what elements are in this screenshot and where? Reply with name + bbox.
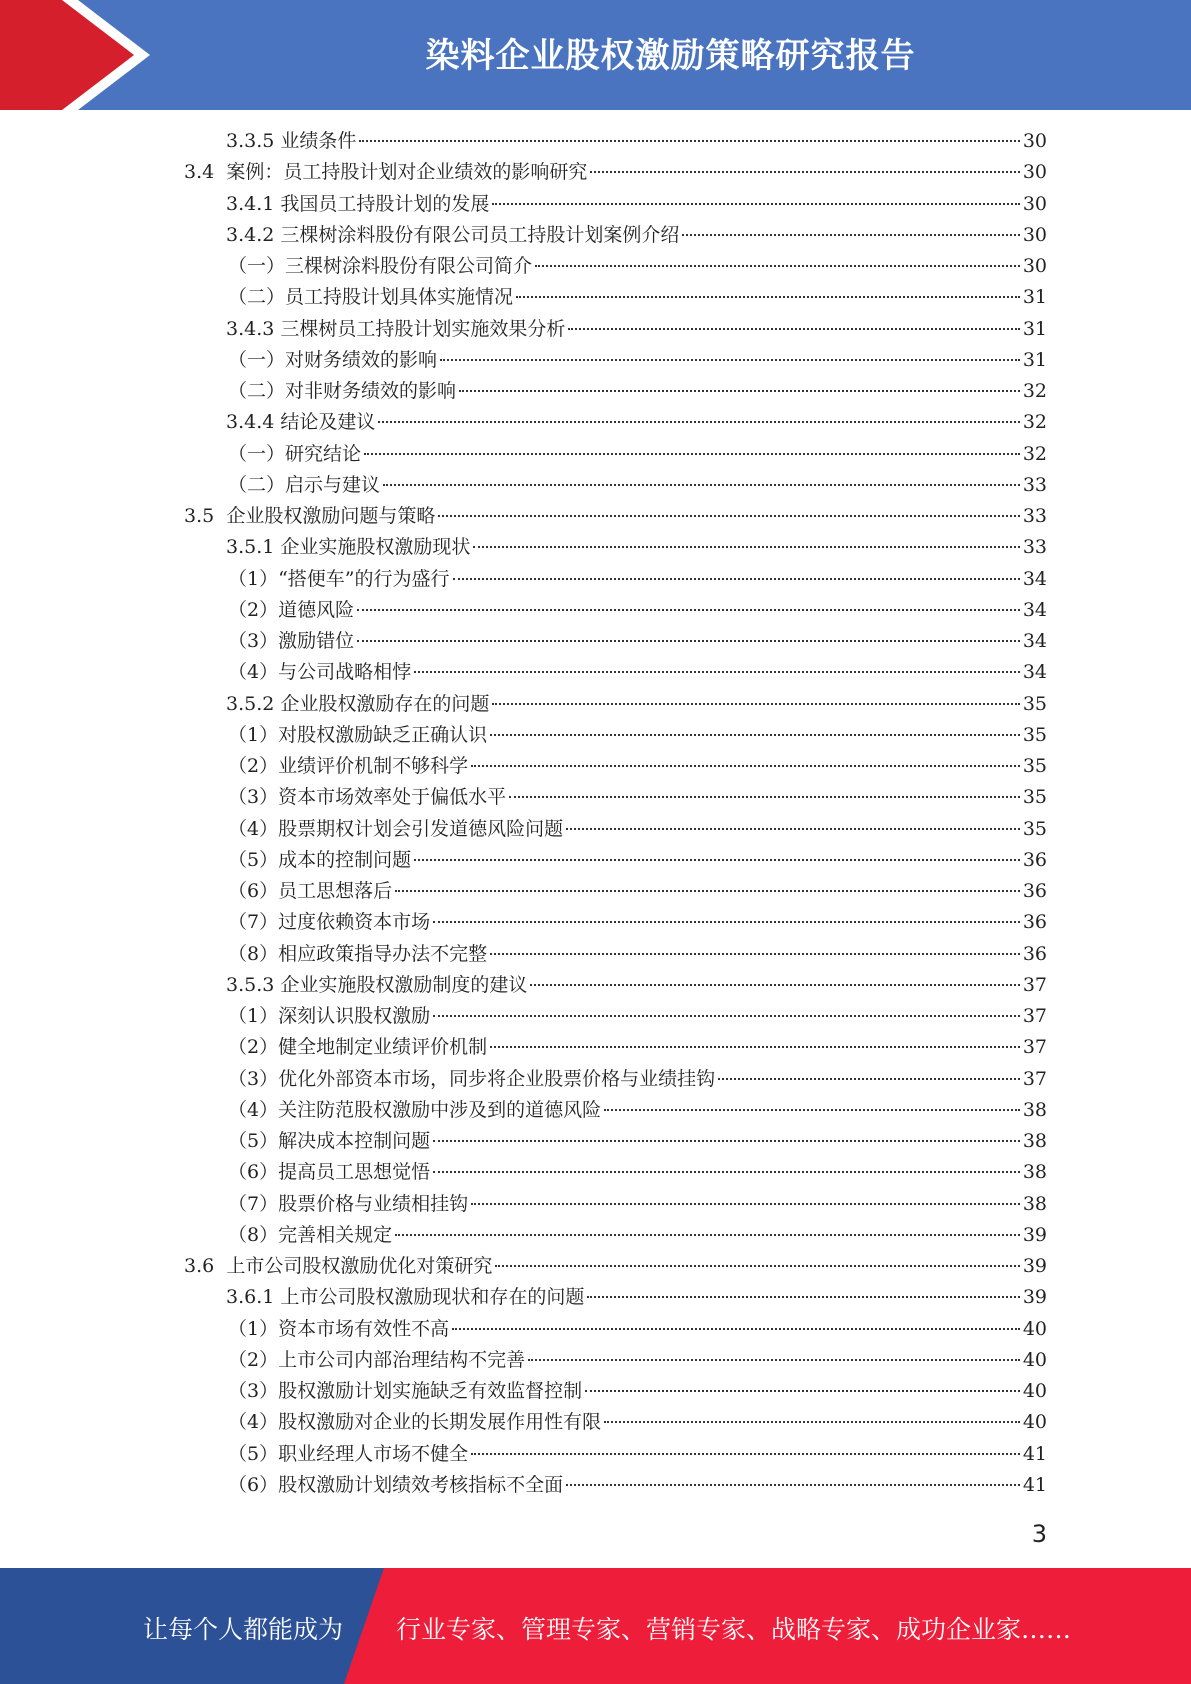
toc-dot-leader — [364, 453, 1020, 455]
toc-entry-page: 35 — [1022, 817, 1047, 840]
toc-entry-page: 32 — [1022, 442, 1047, 465]
toc-dot-leader — [440, 359, 1020, 361]
toc-entry-title: （二）对非财务绩效的影响 — [228, 380, 457, 402]
toc-dot-leader — [378, 421, 1019, 423]
toc-dot-leader — [492, 203, 1019, 205]
toc-entry-page: 38 — [1022, 1192, 1047, 1215]
toc-entry[interactable] — [228, 1126, 1047, 1157]
toc-entry-page: 40 — [1022, 1380, 1047, 1402]
toc-dot-leader — [587, 1296, 1019, 1298]
toc-entry-page: 39 — [1022, 1223, 1047, 1246]
toc-entry-number: 3.3.5 — [226, 130, 275, 152]
toc-dot-leader — [492, 703, 1019, 705]
toc-dot-leader — [490, 953, 1020, 955]
toc-entry[interactable] — [228, 939, 1047, 970]
toc-entry-page: 31 — [1022, 317, 1047, 340]
toc-dot-leader — [535, 265, 1020, 267]
toc-dot-leader — [585, 1390, 1020, 1392]
toc-dot-leader — [516, 296, 1020, 298]
toc-entry-page: 35 — [1022, 723, 1047, 746]
toc-entry-title: （2）道德风险 — [228, 598, 355, 621]
toc-entry[interactable] — [226, 1282, 1047, 1313]
toc-entry-page: 39 — [1022, 1255, 1047, 1277]
toc-entry[interactable] — [228, 1376, 1047, 1407]
toc-entry-title: 企业股权激励问题与策略 — [226, 505, 436, 527]
toc-entry-title: （一）对财务绩效的影响 — [228, 348, 438, 371]
toc-entry-title: （7）股票价格与业绩相挂钩 — [228, 1192, 469, 1215]
toc-dot-leader — [433, 1140, 1020, 1142]
toc-entry[interactable] — [228, 1470, 1047, 1501]
toc-dot-leader — [414, 671, 1020, 673]
toc-entry[interactable] — [226, 970, 1047, 1001]
header-arrow-graphic — [0, 0, 160, 110]
toc-dot-leader — [568, 328, 1019, 330]
toc-entry-title: （5）解决成本控制问题 — [228, 1130, 431, 1152]
toc-entry[interactable] — [226, 314, 1047, 345]
toc-entry-page: 34 — [1022, 598, 1047, 621]
toc-entry[interactable] — [228, 1439, 1047, 1470]
toc-entry-title: （5）成本的控制问题 — [228, 848, 412, 871]
toc-entry-page: 36 — [1022, 848, 1047, 871]
toc-dot-leader — [453, 578, 1020, 580]
toc-entry-page: 40 — [1022, 1348, 1047, 1371]
toc-entry[interactable] — [228, 439, 1047, 470]
toc-dot-leader — [528, 1359, 1020, 1361]
toc-entry[interactable] — [228, 1189, 1047, 1220]
toc-entry-page: 34 — [1022, 630, 1047, 652]
toc-entry[interactable] — [228, 1220, 1047, 1251]
toc-dot-leader — [357, 640, 1020, 642]
toc-entry[interactable] — [228, 595, 1047, 626]
toc-entry-page: 37 — [1022, 1005, 1047, 1027]
toc-dot-leader — [471, 765, 1020, 767]
toc-entry-title: （2）业绩评价机制不够科学 — [228, 755, 469, 777]
toc-entry-title: 上市公司股权激励优化对策研究 — [226, 1255, 493, 1277]
toc-entry-title: （2）上市公司内部治理结构不完善 — [228, 1348, 526, 1371]
toc-entry-page: 39 — [1022, 1286, 1047, 1309]
page-footer — [0, 1568, 1191, 1684]
toc-entry-title: 企业股权激励存在的问题 — [280, 692, 490, 715]
toc-entry[interactable] — [226, 220, 1047, 251]
toc-entry-title: （8）相应政策指导办法不完整 — [228, 942, 488, 965]
page-number: 3 — [1031, 1520, 1047, 1548]
toc-entry-title: 三棵树涂料股份有限公司员工持股计划案例介绍 — [280, 223, 680, 246]
toc-entry-title: （2）健全地制定业绩评价机制 — [228, 1036, 488, 1059]
toc-entry[interactable] — [228, 1345, 1047, 1376]
toc-dot-leader — [566, 828, 1020, 830]
toc-dot-leader — [395, 1234, 1020, 1236]
toc-entry-title: 我国员工持股计划的发展 — [280, 192, 490, 215]
toc-entry-title: （1）深刻认识股权激励 — [228, 1005, 431, 1027]
toc-entry[interactable] — [228, 845, 1047, 876]
toc-entry-page: 33 — [1022, 473, 1047, 496]
toc-entry-page: 40 — [1022, 1411, 1047, 1434]
toc-entry[interactable] — [228, 1157, 1047, 1188]
toc-dot-leader — [414, 859, 1020, 861]
toc-entry-page: 32 — [1022, 411, 1047, 434]
toc-dot-leader — [530, 984, 1019, 986]
toc-entry-title: （4）与公司战略相悖 — [228, 661, 412, 684]
toc-entry-title: （3）激励错位 — [228, 630, 355, 652]
toc-dot-leader — [433, 1171, 1020, 1173]
toc-entry-title: 结论及建议 — [280, 411, 376, 434]
toc-entry-page: 34 — [1022, 567, 1047, 590]
toc-dot-leader — [452, 1328, 1020, 1330]
toc-entry-title: （1）资本市场有效性不高 — [228, 1317, 450, 1340]
toc-entry[interactable] — [228, 251, 1047, 282]
toc-dot-leader — [509, 796, 1020, 798]
toc-entry[interactable] — [184, 501, 1047, 532]
toc-dot-leader — [495, 1265, 1019, 1267]
toc-entry-page: 38 — [1022, 1098, 1047, 1121]
toc-entry-page: 35 — [1022, 786, 1047, 809]
toc-entry[interactable] — [228, 814, 1047, 845]
toc-entry-title: （1）“搭便车”的行为盛行 — [228, 567, 450, 590]
toc-entry[interactable] — [228, 876, 1047, 907]
toc-entry-page: 41 — [1022, 1473, 1047, 1496]
footer-slogan-right: 行业专家、管理专家、营销专家、战略专家、成功企业家…… — [396, 1615, 1072, 1644]
toc-entry-title: （一）三棵树涂料股份有限公司简介 — [228, 255, 533, 277]
toc-entry[interactable] — [228, 1064, 1047, 1095]
toc-entry-title: （5）职业经理人市场不健全 — [228, 1442, 469, 1465]
toc-dot-leader — [357, 609, 1020, 611]
toc-dot-leader — [718, 1078, 1020, 1080]
toc-entry-page: 36 — [1022, 880, 1047, 902]
toc-entry[interactable] — [226, 407, 1047, 438]
toc-dot-leader — [359, 140, 1019, 142]
toc-entry-title: （一）研究结论 — [228, 442, 362, 465]
toc-entry-title: （4）关注防范股权激励中涉及到的道德风险 — [228, 1098, 602, 1121]
toc-dot-leader — [471, 1203, 1020, 1205]
toc-dot-leader — [471, 1453, 1020, 1455]
toc-entry-page: 35 — [1022, 692, 1047, 715]
toc-entry-title: （1）对股权激励缺乏正确认识 — [228, 723, 488, 746]
toc-entry-page: 37 — [1022, 1036, 1047, 1059]
toc-entry-title: （3）资本市场效率处于偏低水平 — [228, 786, 507, 809]
toc-dot-leader — [604, 1109, 1020, 1111]
toc-entry-number: 3.5 — [184, 505, 215, 527]
toc-dot-leader — [459, 390, 1020, 392]
toc-entry-title: 企业实施股权激励现状 — [280, 536, 471, 559]
toc-entry[interactable] — [228, 376, 1047, 407]
toc-entry-number: 3.4.1 — [226, 192, 275, 215]
toc-entry[interactable] — [226, 189, 1047, 220]
toc-entry-title: （4）股权激励对企业的长期发展作用性有限 — [228, 1411, 602, 1434]
toc-dot-leader — [490, 734, 1020, 736]
toc-entry[interactable] — [228, 564, 1047, 595]
toc-entry-number: 3.4.3 — [226, 317, 275, 340]
toc-dot-leader — [490, 1046, 1020, 1048]
toc-entry-page: 37 — [1022, 1067, 1047, 1090]
toc-entry[interactable] — [226, 532, 1047, 563]
toc-entry-page: 33 — [1022, 505, 1047, 527]
toc-dot-leader — [433, 921, 1020, 923]
toc-entry-page: 31 — [1022, 348, 1047, 371]
toc-entry-title: （7）过度依赖资本市场 — [228, 911, 431, 934]
toc-entry-page: 38 — [1022, 1130, 1047, 1152]
toc-dot-leader — [473, 546, 1019, 548]
toc-entry-page: 32 — [1022, 380, 1047, 402]
toc-entry[interactable] — [228, 470, 1047, 501]
toc-entry-title: （6）股权激励计划绩效考核指标不全面 — [228, 1473, 564, 1496]
toc-entry[interactable] — [226, 689, 1047, 720]
toc-entry-page: 38 — [1022, 1161, 1047, 1184]
toc-entry[interactable] — [228, 657, 1047, 688]
toc-entry[interactable] — [228, 282, 1047, 313]
toc-entry-title: （二）员工持股计划具体实施情况 — [228, 286, 514, 309]
toc-entry[interactable] — [184, 1251, 1047, 1282]
toc-entry[interactable] — [228, 345, 1047, 376]
toc-entry-number: 3.4.4 — [226, 411, 275, 434]
toc-entry-title: （8）完善相关规定 — [228, 1223, 393, 1246]
toc-entry-page: 37 — [1022, 973, 1047, 996]
toc-entry-title: （二）启示与建议 — [228, 473, 381, 496]
toc-dot-leader — [395, 890, 1020, 892]
toc-entry-title: 案例：员工持股计划对企业绩效的影响研究 — [226, 161, 588, 184]
toc-entry-page: 30 — [1022, 192, 1047, 215]
toc-entry-page: 31 — [1022, 286, 1047, 309]
toc-entry-page: 36 — [1022, 942, 1047, 965]
toc-entry[interactable] — [228, 907, 1047, 938]
toc-entry-title: 业绩条件 — [280, 130, 357, 152]
toc-entry-number: 3.5.1 — [226, 536, 275, 559]
toc-entry-page: 30 — [1022, 130, 1047, 152]
toc-dot-leader — [682, 234, 1019, 236]
toc-entry[interactable] — [226, 126, 1047, 157]
toc-entry[interactable] — [228, 1095, 1047, 1126]
toc-entry-title: （6）提高员工思想觉悟 — [228, 1161, 431, 1184]
toc-dot-leader — [433, 1015, 1020, 1017]
toc-entry-title: （6）员工思想落后 — [228, 880, 393, 902]
toc-entry[interactable] — [228, 1001, 1047, 1032]
toc-entry-number: 3.4 — [184, 161, 215, 184]
toc-entry-page: 36 — [1022, 911, 1047, 934]
toc-entry-number: 3.5.2 — [226, 692, 275, 715]
toc-entry[interactable] — [228, 626, 1047, 657]
toc-dot-leader — [590, 171, 1019, 173]
toc-entry-title: 上市公司股权激励现状和存在的问题 — [280, 1286, 585, 1309]
toc-entry[interactable] — [228, 720, 1047, 751]
page-header — [0, 0, 1191, 110]
toc-entry-title: （4）股票期权计划会引发道德风险问题 — [228, 817, 564, 840]
toc-entry-page: 30 — [1022, 161, 1047, 184]
footer-slogan-left: 让每个人都能成为 — [143, 1615, 344, 1644]
report-title: 染料企业股权激励策略研究报告 — [425, 36, 916, 76]
toc-entry-page: 30 — [1022, 223, 1047, 246]
toc-entry-page: 41 — [1022, 1442, 1047, 1465]
toc-dot-leader — [383, 484, 1020, 486]
toc-entry-title: （3）优化外部资本市场，同步将企业股票价格与业绩挂钩 — [228, 1067, 716, 1090]
toc-entry-number: 3.5.3 — [226, 973, 275, 996]
toc-entry[interactable] — [228, 782, 1047, 813]
table-of-contents — [0, 126, 1191, 1501]
toc-entry[interactable] — [228, 1032, 1047, 1063]
toc-entry[interactable] — [184, 157, 1047, 188]
toc-entry-page: 40 — [1022, 1317, 1047, 1340]
toc-entry-number: 3.6.1 — [226, 1286, 275, 1309]
toc-entry[interactable] — [228, 751, 1047, 782]
toc-entry-number: 3.4.2 — [226, 223, 275, 246]
toc-entry-page: 33 — [1022, 536, 1047, 559]
toc-entry-title: 三棵树员工持股计划实施效果分析 — [280, 317, 566, 340]
toc-entry-title: 企业实施股权激励制度的建议 — [280, 973, 528, 996]
toc-entry-page: 30 — [1022, 255, 1047, 277]
toc-entry[interactable] — [228, 1407, 1047, 1438]
toc-entry-title: （3）股权激励计划实施缺乏有效监督控制 — [228, 1380, 583, 1402]
toc-entry[interactable] — [228, 1314, 1047, 1345]
toc-entry-page: 35 — [1022, 755, 1047, 777]
toc-dot-leader — [566, 1484, 1020, 1486]
toc-entry-number: 3.6 — [184, 1255, 215, 1277]
toc-dot-leader — [438, 515, 1019, 517]
toc-dot-leader — [604, 1421, 1020, 1423]
toc-entry-page: 34 — [1022, 661, 1047, 684]
